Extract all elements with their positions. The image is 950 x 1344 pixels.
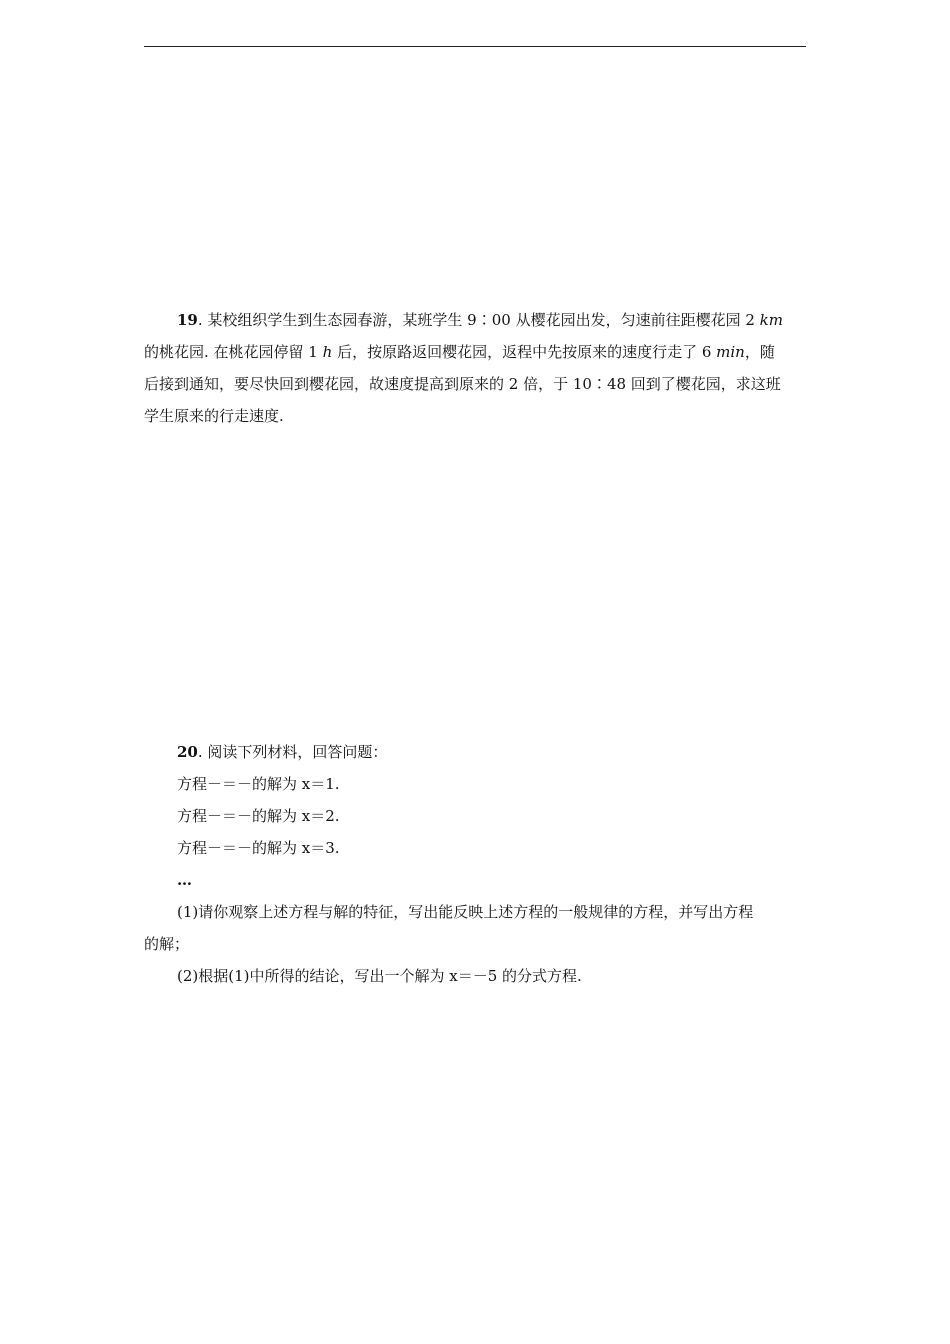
q20-intro-line: 20. 阅读下列材料，回答问题： <box>177 743 388 761</box>
q20-number: 20 <box>177 743 198 761</box>
q19-line-3: 后接到通知，要尽快回到樱花园，故速度提高到原来的 2 倍，于 10∶48 回到了樱花园，求这班 <box>144 375 781 393</box>
q19-number: 19 <box>177 311 198 329</box>
q20-equation-2: 方程－＝－的解为 x＝2. <box>177 807 340 825</box>
q20-equation-3: 方程－＝－的解为 x＝3. <box>177 839 340 857</box>
q19-line-4: 学生原来的行走速度. <box>144 407 284 425</box>
q19-line-1: 19. 某校组织学生到生态园春游，某班学生 9∶00 从樱花园出发，匀速前往距樱花园 2 km <box>177 311 783 329</box>
q20-part1-line-2: 的解； <box>144 935 190 953</box>
header-rule <box>144 46 806 47</box>
question-19 <box>144 304 808 432</box>
q20-part2: (2)根据(1)中所得的结论，写出一个解为 x＝－5 的分式方程. <box>177 967 582 985</box>
q20-part1-line-1: (1)请你观察上述方程与解的特征，写出能反映上述方程的一般规律的方程，并写出方程 <box>177 903 754 921</box>
q19-line-2: 的桃花园. 在桃花园停留 1 h 后，按原路返回樱花园，返程中先按原来的速度行走了 6 min，随 <box>144 343 775 361</box>
q20-equation-1: 方程－＝－的解为 x＝1. <box>177 775 340 793</box>
q20-ellipsis: … <box>177 871 193 889</box>
question-20 <box>144 736 808 992</box>
